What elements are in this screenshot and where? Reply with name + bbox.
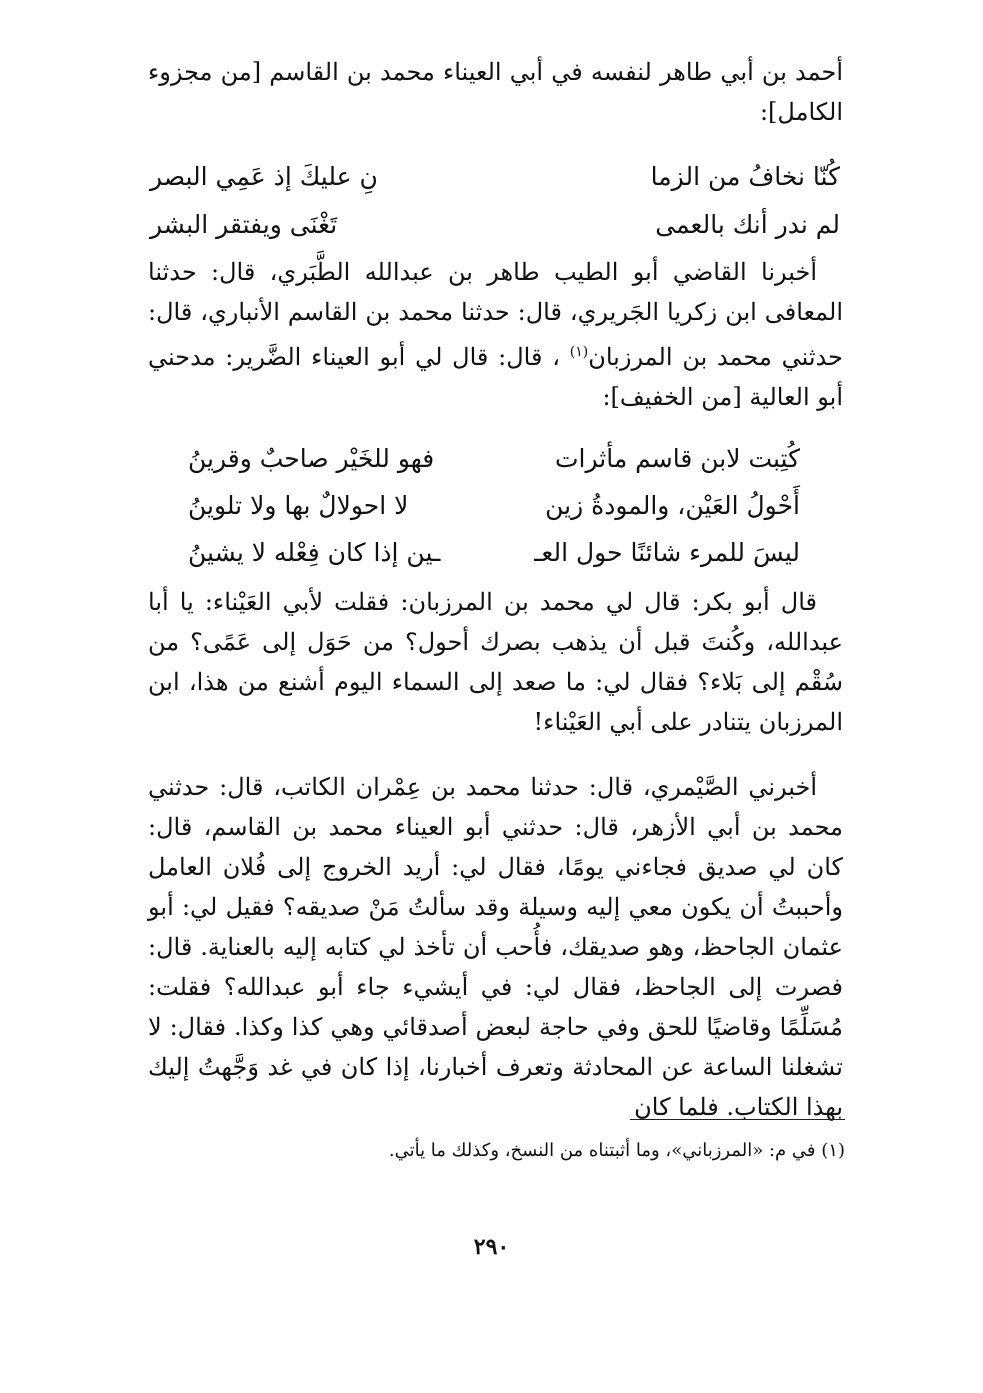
isnad-text-tail: ، قال: قال لي أبو العيناء الضَّرير: مدحني أبو العالية [من الخفيف]:: [148, 343, 843, 411]
poem-2-verse-2-second-hemistich: لا احولالٌ بها ولا تلوينُ: [188, 491, 409, 520]
intro-text: أحمد بن أبي طاهر لنفسه في أبي العيناء محمد بن القاسم [من مجزوء الكامل]:: [148, 58, 843, 126]
footnote: [150, 1136, 845, 1166]
footnote-number: (١): [821, 1140, 845, 1161]
narrative-paragraph: [148, 767, 843, 1127]
page-number: ٢٩٠: [473, 1234, 510, 1260]
isnad-text: [148, 252, 843, 417]
poem-2-verse-3-second-hemistich: ـين إذا كان فِعْله لا يشينُ: [188, 538, 441, 567]
poem-1-verse-1-second-hemistich: نِ عليكَ إذ عَمِي البصر: [150, 162, 378, 191]
poem-2-verse-1-first-hemistich: كُتِبت لابن قاسم مأثرات: [554, 444, 800, 473]
intro-paragraph: [148, 52, 843, 132]
isnad-text-main: أخبرنا القاضي أبو الطيب طاهر بن عبدالله الطَّبَري، قال: حدثنا المعافى ابن زكريا الجَريري، قال: حدثنا محمد بن القاسم الأنباري، قال: حدثني محمد بن المرزبان: [148, 258, 844, 371]
isnad-paragraph: [148, 252, 843, 417]
poem-1-verse-2-first-hemistich: لم ندر أنك بالعمى: [655, 210, 840, 239]
poem-1-verse-2: [150, 206, 840, 244]
poem-2-verse-3-first-hemistich: ليسَ للمرء شائنًا حول العـ: [534, 538, 800, 567]
poem-1-verse-1: [150, 158, 840, 196]
poem-1-verse-2-second-hemistich: تَغْنَى ويفتقر البشر: [150, 210, 338, 239]
poem-2-verse-2-first-hemistich: أَحْولُ العَيْن، والمودةُ زين: [545, 491, 800, 520]
anecdote-text: قال أبو بكر: قال لي محمد بن المرزبان: فقلت لأبي العَيْناء: يا أبا عبدالله، وكُنتَ قبل أن يذهب بصرك أحول؟ من حَوَل إلى عَمًى؟ من سُقْم إلى بَلاء؟ فقال لي: ما صعد إلى السماء اليوم أشنع من هذا، ابن المرزبان يتنادر على أبي العَيْناء!: [148, 588, 843, 736]
poem-2-verse-1: [150, 440, 840, 478]
anecdote-paragraph: [148, 582, 843, 742]
footnote-reference: (١): [569, 344, 589, 360]
poem-2-verse-3: [150, 534, 840, 572]
poem-2-verse-1-second-hemistich: فهو للخَيْر صاحبٌ وقرينُ: [188, 444, 435, 473]
poem-2-verse-2: [150, 487, 840, 525]
narrative-text: أخبرني الصَّيْمري، قال: حدثنا محمد بن عِمْران الكاتب، قال: حدثني محمد بن أبي الأزهر، قال: حدثني أبو العيناء محمد بن القاسم، قال: كان لي صديق فجاءني يومًا، فقال لي: أريد الخروج إلى فُلان العامل وأحببتُ أن يكون معي إليه وسيلة وقد سألتُ مَنْ صديقه؟ فقيل لي: أبو عثمان الجاحظ، وهو صديقك، فأُحب أن تأخذ لي كتابه إليه بالعناية. قال: فصرت إلى الجاحظ، فقال لي: في أيشيء جاء أبو عبدالله؟ فقلت: مُسَلِّمًا وقاضيًا للحق وفي حاجة لبعض أصدقائي وهي كذا وكذا. فقال: لا تشغلنا الساعة عن المحادثة وتعرف أخبارنا، إذا كان في غد وَجَّهتُ إليك بهذا الكتاب. فلما كان: [148, 773, 843, 1121]
poem-1-verse-1-first-hemistich: كُنّا نخافُ من الزما: [650, 162, 840, 191]
footnote-text: في م: «المرزباني»، وما أثبتناه من النسخ، وكذلك ما يأتي.: [388, 1140, 816, 1161]
footnote-separator: [630, 1119, 845, 1120]
